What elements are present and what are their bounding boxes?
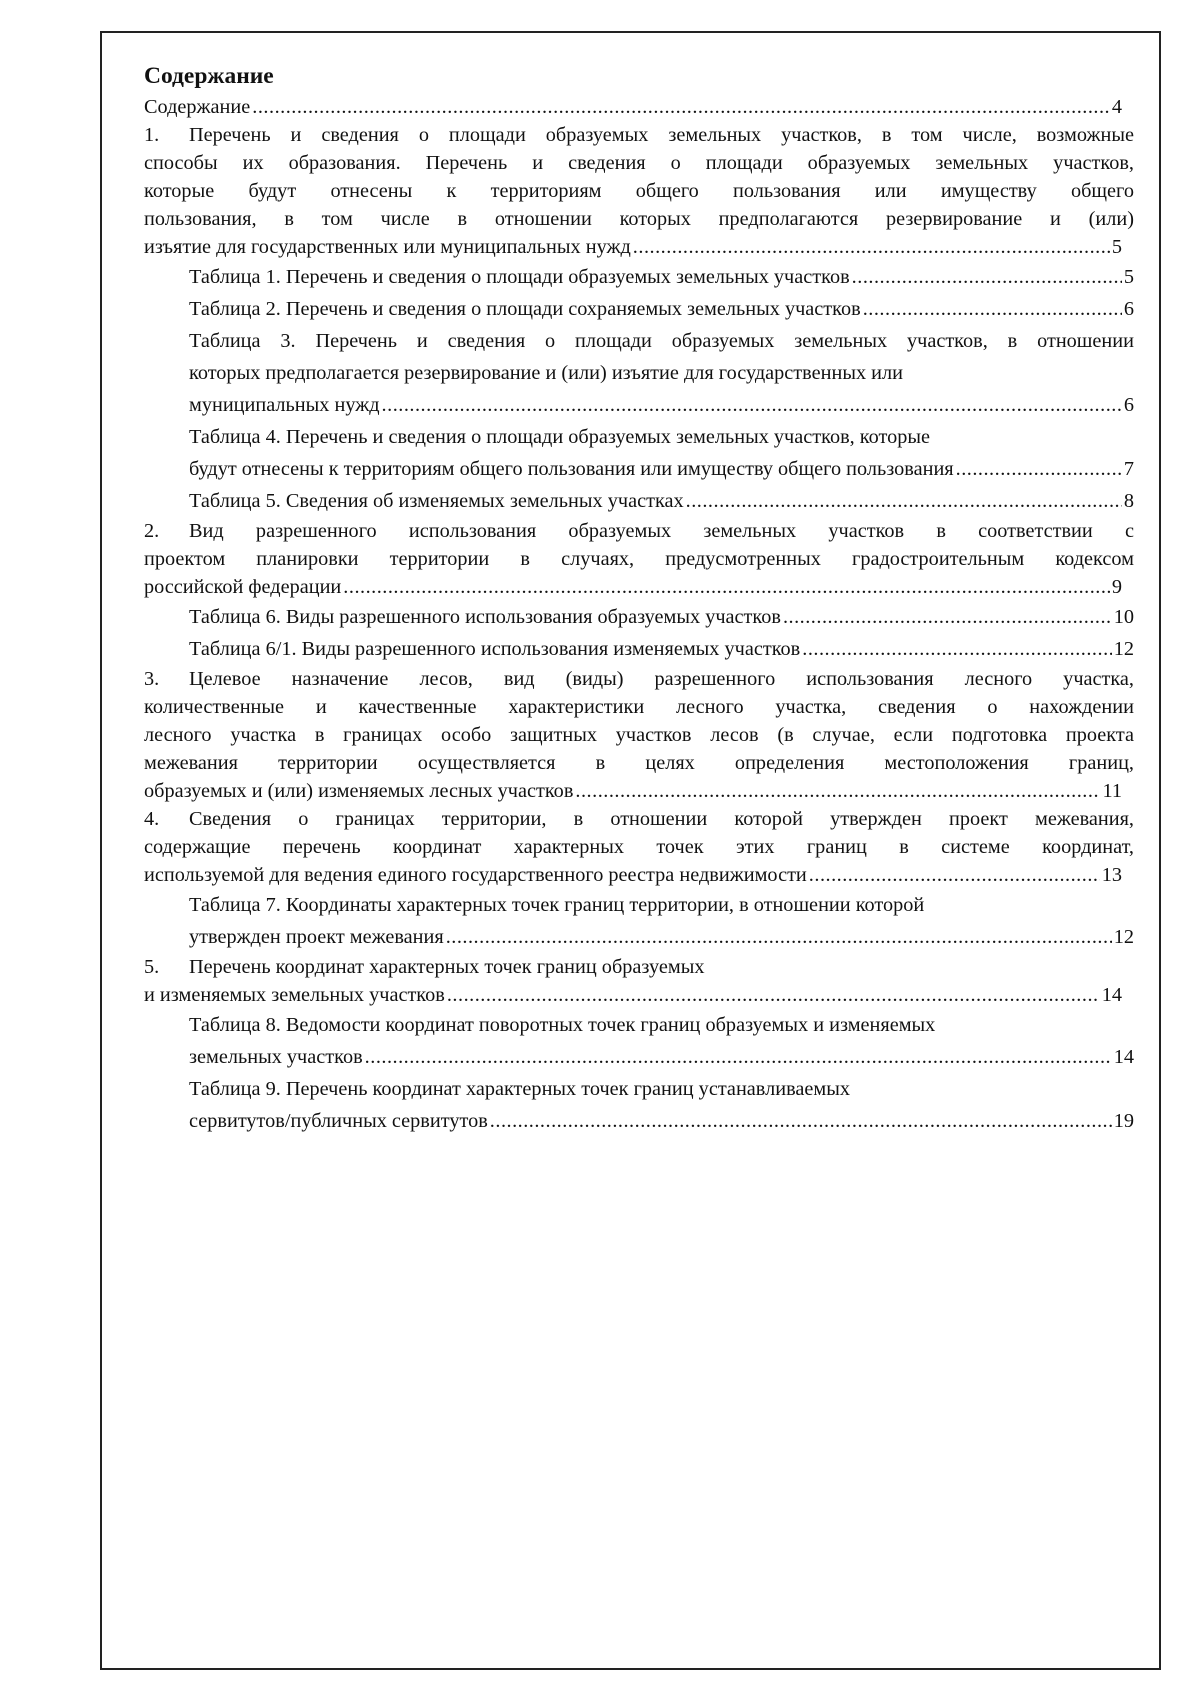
- section-text: Перечень координат характерных точек границ образуемых: [189, 956, 705, 978]
- section-number: 4.: [144, 808, 160, 830]
- toc-section-line: [144, 953, 1134, 981]
- toc-heading: Содержание: [144, 63, 274, 89]
- section-text: Перечень и сведения о площади образуемых земельных участков, в том числе, возможные: [189, 124, 1134, 146]
- toc-line: [189, 453, 1134, 485]
- toc-section-line: [144, 149, 1134, 177]
- toc-line: [144, 981, 1134, 1009]
- dot-leader: [686, 485, 1122, 517]
- toc-section-line: [144, 545, 1134, 573]
- table-entry-text: Таблица 8. Ведомости координат поворотных точек границ образуемых и изменяемых: [189, 1014, 936, 1036]
- toc-line: [189, 261, 1134, 293]
- table-entry-text: Таблица 9. Перечень координат характерных точек границ устанавливаемых: [189, 1078, 850, 1100]
- toc-line: [189, 1041, 1134, 1073]
- section-number: 1.: [144, 124, 160, 146]
- toc-line: [189, 485, 1134, 517]
- section-text: способы их образования. Перечень и сведения о площади образуемых земельных участков,: [144, 152, 1134, 174]
- section-text: количественные и качественные характеристики лесного участка, сведения о нахождении: [144, 696, 1134, 718]
- dot-leader: [956, 453, 1122, 485]
- section-text: содержащие перечень координат характерных точек этих границ в системе координат,: [144, 836, 1134, 858]
- toc-table-entry[interactable]: [144, 261, 1134, 293]
- table-entry-text: сервитутов/публичных сервитутов: [189, 1110, 488, 1132]
- toc-entry-text: российской федерации: [144, 576, 342, 598]
- dot-leader: [343, 573, 1110, 601]
- page-number: 6: [1123, 394, 1134, 416]
- toc-section-line: [144, 121, 1134, 149]
- table-entry-text: Таблица 6. Виды разрешенного использования образуемых участков: [189, 606, 781, 628]
- toc-section-4[interactable]: [144, 805, 1134, 889]
- dot-leader: [447, 981, 1100, 1009]
- table-entry-line: [189, 1009, 1134, 1041]
- table-entry-text: Таблица 5. Сведения об изменяемых земельных участках: [189, 490, 684, 512]
- toc-table-entry[interactable]: [144, 293, 1134, 325]
- dot-leader: [490, 1105, 1112, 1137]
- page-number: 11: [1102, 780, 1122, 802]
- section-number: 5.: [144, 956, 160, 978]
- page-number: 12: [1113, 926, 1134, 948]
- section-text: лесного участка в границах особо защитных участков лесов (в случае, если подготовка проекта: [144, 724, 1134, 746]
- section-number: 3.: [144, 668, 160, 690]
- dot-leader: [382, 389, 1122, 421]
- toc-line: [144, 233, 1134, 261]
- section-text: Сведения о границах территории, в отношении которой утвержден проект межевания,: [189, 808, 1134, 830]
- toc-line: [189, 389, 1134, 421]
- toc-line: [189, 921, 1134, 953]
- toc-entry-text: образуемых и (или) изменяемых лесных участков: [144, 780, 574, 802]
- toc-entry-text: и изменяемых земельных участков: [144, 984, 445, 1006]
- section-text: Целевое назначение лесов, вид (виды) разрешенного использования лесного участка,: [189, 668, 1134, 690]
- toc-table-entry[interactable]: [144, 889, 1134, 953]
- table-entry-text: Таблица 6/1. Виды разрешенного использования изменяемых участков: [189, 638, 801, 660]
- toc-table-entry[interactable]: [144, 485, 1134, 517]
- dot-leader: [633, 233, 1110, 261]
- toc-table-entry[interactable]: [144, 325, 1134, 421]
- toc-line: [144, 861, 1134, 889]
- table-entry-line: [189, 357, 1134, 389]
- toc-entry-contents[interactable]: [144, 93, 1134, 121]
- toc-section-line: [144, 177, 1134, 205]
- toc-sections: [144, 121, 1134, 1137]
- toc-section-line: [144, 517, 1134, 545]
- toc-line: [189, 293, 1134, 325]
- toc-line: [189, 1105, 1134, 1137]
- table-entry-text: утвержден проект межевания: [189, 926, 444, 948]
- toc-table-entry[interactable]: [144, 601, 1134, 633]
- page-number: 12: [1113, 638, 1134, 660]
- section-text: Вид разрешенного использования образуемых земельных участков в соответствии с: [189, 520, 1134, 542]
- dot-leader: [365, 1041, 1112, 1073]
- toc-table-entry[interactable]: [144, 421, 1134, 485]
- toc-line: [144, 573, 1134, 601]
- section-text: пользования, в том числе в отношении которых предполагаются резервирование и (или): [144, 208, 1134, 230]
- section-text: межевания территории осуществляется в целях определения местоположения границ,: [144, 752, 1134, 774]
- toc-line: [189, 601, 1134, 633]
- toc-line: [144, 777, 1134, 805]
- table-entry-text: Таблица 1. Перечень и сведения о площади образуемых земельных участков: [189, 266, 850, 288]
- toc: [144, 60, 1134, 1137]
- page-number: 4: [1111, 96, 1122, 118]
- page-number: 10: [1113, 606, 1134, 628]
- toc-section-line: [144, 749, 1134, 777]
- page-number: 19: [1113, 1110, 1134, 1132]
- dot-leader: [809, 861, 1100, 889]
- section-number: 2.: [144, 520, 160, 542]
- table-entry-text: Таблица 7. Координаты характерных точек границ территории, в отношении которой: [189, 894, 925, 916]
- dot-leader: [863, 293, 1122, 325]
- table-entry-text: Таблица 4. Перечень и сведения о площади образуемых земельных участков, которые: [189, 426, 931, 448]
- page-number: 14: [1113, 1046, 1134, 1068]
- toc-line: [144, 93, 1134, 121]
- toc-section-line: [144, 665, 1134, 693]
- table-entry-text: Таблица 2. Перечень и сведения о площади сохраняемых земельных участков: [189, 298, 861, 320]
- toc-section-2[interactable]: [144, 517, 1134, 601]
- table-entry-text: Таблица 3. Перечень и сведения о площади образуемых земельных участков, в отношении: [189, 330, 1134, 352]
- table-entry-line: [189, 1073, 1134, 1105]
- page-number: 5: [1111, 236, 1122, 258]
- toc-entry-text: Содержание: [144, 96, 251, 118]
- section-text: проектом планировки территории в случаях, предусмотренных градостроительным кодексом: [144, 548, 1134, 570]
- table-entry-text: муниципальных нужд: [189, 394, 380, 416]
- table-entry-text: которых предполагается резервирование и (или) изъятие для государственных или: [189, 362, 903, 384]
- toc-entry-text: изъятие для государственных или муниципальных нужд: [144, 236, 631, 258]
- page-number: 7: [1123, 458, 1134, 480]
- toc-section-line: [144, 833, 1134, 861]
- dot-leader: [252, 93, 1110, 121]
- page-number: 6: [1123, 298, 1134, 320]
- toc-section-line: [144, 205, 1134, 233]
- table-entry-line: [189, 889, 1134, 921]
- page-number: 5: [1123, 266, 1134, 288]
- dot-leader: [446, 921, 1112, 953]
- page-number: 13: [1101, 864, 1122, 886]
- section-text: которые будут отнесены к территориям общего пользования или имуществу общего: [144, 180, 1134, 202]
- toc-section-3[interactable]: [144, 665, 1134, 805]
- table-entry-text: будут отнесены к территориям общего пользования или имуществу общего пользования: [189, 458, 954, 480]
- toc-line: [189, 633, 1134, 665]
- dot-leader: [575, 777, 1100, 805]
- toc-section-line: [144, 721, 1134, 749]
- table-entry-text: земельных участков: [189, 1046, 363, 1068]
- toc-table-entry[interactable]: [144, 1009, 1134, 1073]
- toc-section-line: [144, 805, 1134, 833]
- page-number: 14: [1101, 984, 1122, 1006]
- table-entry-line: [189, 421, 1134, 453]
- toc-section-1[interactable]: [144, 121, 1134, 261]
- page-number: 8: [1123, 490, 1134, 512]
- toc-table-entry[interactable]: [144, 633, 1134, 665]
- toc-table-entry[interactable]: [144, 1073, 1134, 1137]
- table-entry-line: [189, 325, 1134, 357]
- dot-leader: [802, 633, 1111, 665]
- toc-section-line: [144, 693, 1134, 721]
- dot-leader: [852, 261, 1122, 293]
- dot-leader: [783, 601, 1112, 633]
- toc-entry-text: используемой для ведения единого государственного реестра недвижимости: [144, 864, 807, 886]
- page-number: 9: [1111, 576, 1122, 598]
- toc-section-5[interactable]: [144, 953, 1134, 1009]
